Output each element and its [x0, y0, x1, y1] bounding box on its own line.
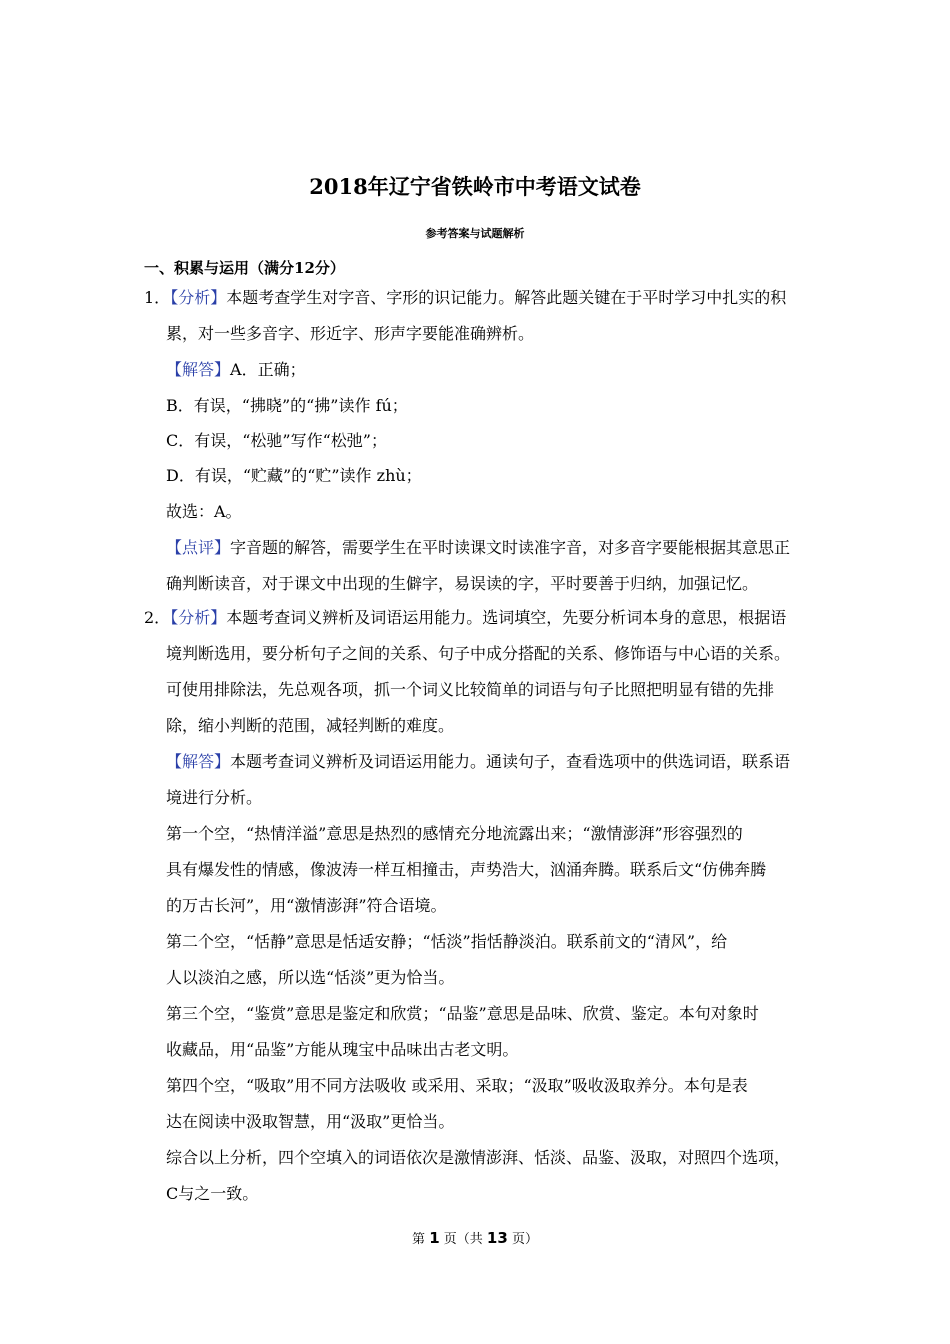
- q2-blank3-line-2: 收藏品，用“品鉴”方能从瑰宝中品味出古老文明。: [166, 1040, 519, 1059]
- q1-option-b: B．有误，“拂晓”的“拂”读作 fú；: [166, 396, 408, 415]
- q1-choice: 故选：A。: [166, 502, 242, 521]
- analysis-tag: 【分析】: [170, 608, 227, 627]
- q2-blank4-line-2: 达在阅读中汲取智慧，用“汲取”更恰当。: [166, 1112, 455, 1131]
- q2-blank1-line-1: 第一个空，“热情洋溢”意思是热烈的感情充分地流露出来；“激情澎湃”形容强烈的: [166, 824, 743, 843]
- q2-analysis-line-2: 境判断选用，要分析句子之间的关系、句子中成分搭配的关系、修饰语与中心语的关系。: [166, 644, 791, 663]
- answer-tag: 【解答】: [166, 752, 231, 771]
- page-number: 1: [429, 1229, 440, 1247]
- q1-comment-line: 【点评】字音题的解答，需要学生在平时读课文时读准字音，对多音字要能根据其意思正: [166, 538, 791, 557]
- q2-analysis-line: 2．【分析】本题考查词义辨析及词语运用能力。选词填空，先要分析词本身的意思，根据语: [144, 608, 787, 627]
- q2-analysis-line-4: 除，缩小判断的范围，减轻判断的难度。: [166, 716, 455, 735]
- q2-blank4-line-1: 第四个空，“吸取”用不同方法吸收 或采用、采取；“汲取”吸收汲取养分。本句是表: [166, 1076, 748, 1095]
- q1-number: 1．: [144, 288, 171, 307]
- document-title: 2018年辽宁省铁岭市中考语文试卷: [309, 174, 641, 199]
- section-heading: 一、积累与运用（满分12分）: [144, 259, 345, 277]
- q1-option-c: C．有误，“松驰”写作“松弛”；: [166, 431, 387, 450]
- q2-number: 2．: [144, 608, 171, 627]
- q2-blank2-line-2: 人以淡泊之感，所以选“恬淡”更为恰当。: [166, 968, 455, 987]
- q2-blank1-line-2: 具有爆发性的情感，像波涛一样互相撞击，声势浩大，汹涌奔腾。联系后文“仿佛奔腾: [166, 860, 767, 879]
- q1-analysis-line-2: 累，对一些多音字、形近字、形声字要能准确辨析。: [166, 324, 535, 343]
- q1-comment-line-2: 确判断读音，对于课文中出现的生僻字，易误读的字，平时要善于归纳，加强记忆。: [166, 574, 759, 593]
- q2-answer-line: 【解答】本题考查词义辨析及词语运用能力。通读句子，查看选项中的供选词语，联系语: [166, 752, 791, 771]
- q2-blank3-line-1: 第三个空，“鉴赏”意思是鉴定和欣赏；“品鉴”意思是品味、欣赏、鉴定。本句对象时: [166, 1004, 759, 1023]
- q2-blank1-line-3: 的万古长河”，用“激情澎湃”符合语境。: [166, 896, 447, 915]
- q2-analysis-line-3: 可使用排除法，先总观各项，抓一个词义比较简单的词语与句子比照把明显有错的先排: [166, 680, 775, 699]
- q2-summary-line-2: C与之一致。: [166, 1184, 259, 1203]
- q1-answer-line: 【解答】A．正确；: [166, 360, 306, 379]
- q1-option-d: D．有误，“贮藏”的“贮”读作 zhù；: [166, 466, 422, 485]
- q2-summary-line-1: 综合以上分析，四个空填入的词语依次是激情澎湃、恬淡、品鉴、汲取，对照四个选项，: [166, 1148, 791, 1167]
- q1-analysis-line: 1．【分析】本题考查学生对字音、字形的识记能力。解答此题关键在于平时学习中扎实的积: [144, 288, 787, 307]
- comment-tag: 【点评】: [166, 538, 231, 557]
- answer-tag: 【解答】: [166, 360, 231, 379]
- page-total: 13: [486, 1229, 508, 1247]
- q2-answer-line-2: 境进行分析。: [166, 788, 263, 807]
- analysis-tag: 【分析】: [170, 288, 227, 307]
- document-subtitle: 参考答案与试题解析: [425, 227, 525, 240]
- page-footer: 第 1 页（共 13 页）: [412, 1229, 538, 1247]
- q2-blank2-line-1: 第二个空，“恬静”意思是恬适安静；“恬淡”指恬静淡泊。联系前文的“清风”，给: [166, 932, 728, 951]
